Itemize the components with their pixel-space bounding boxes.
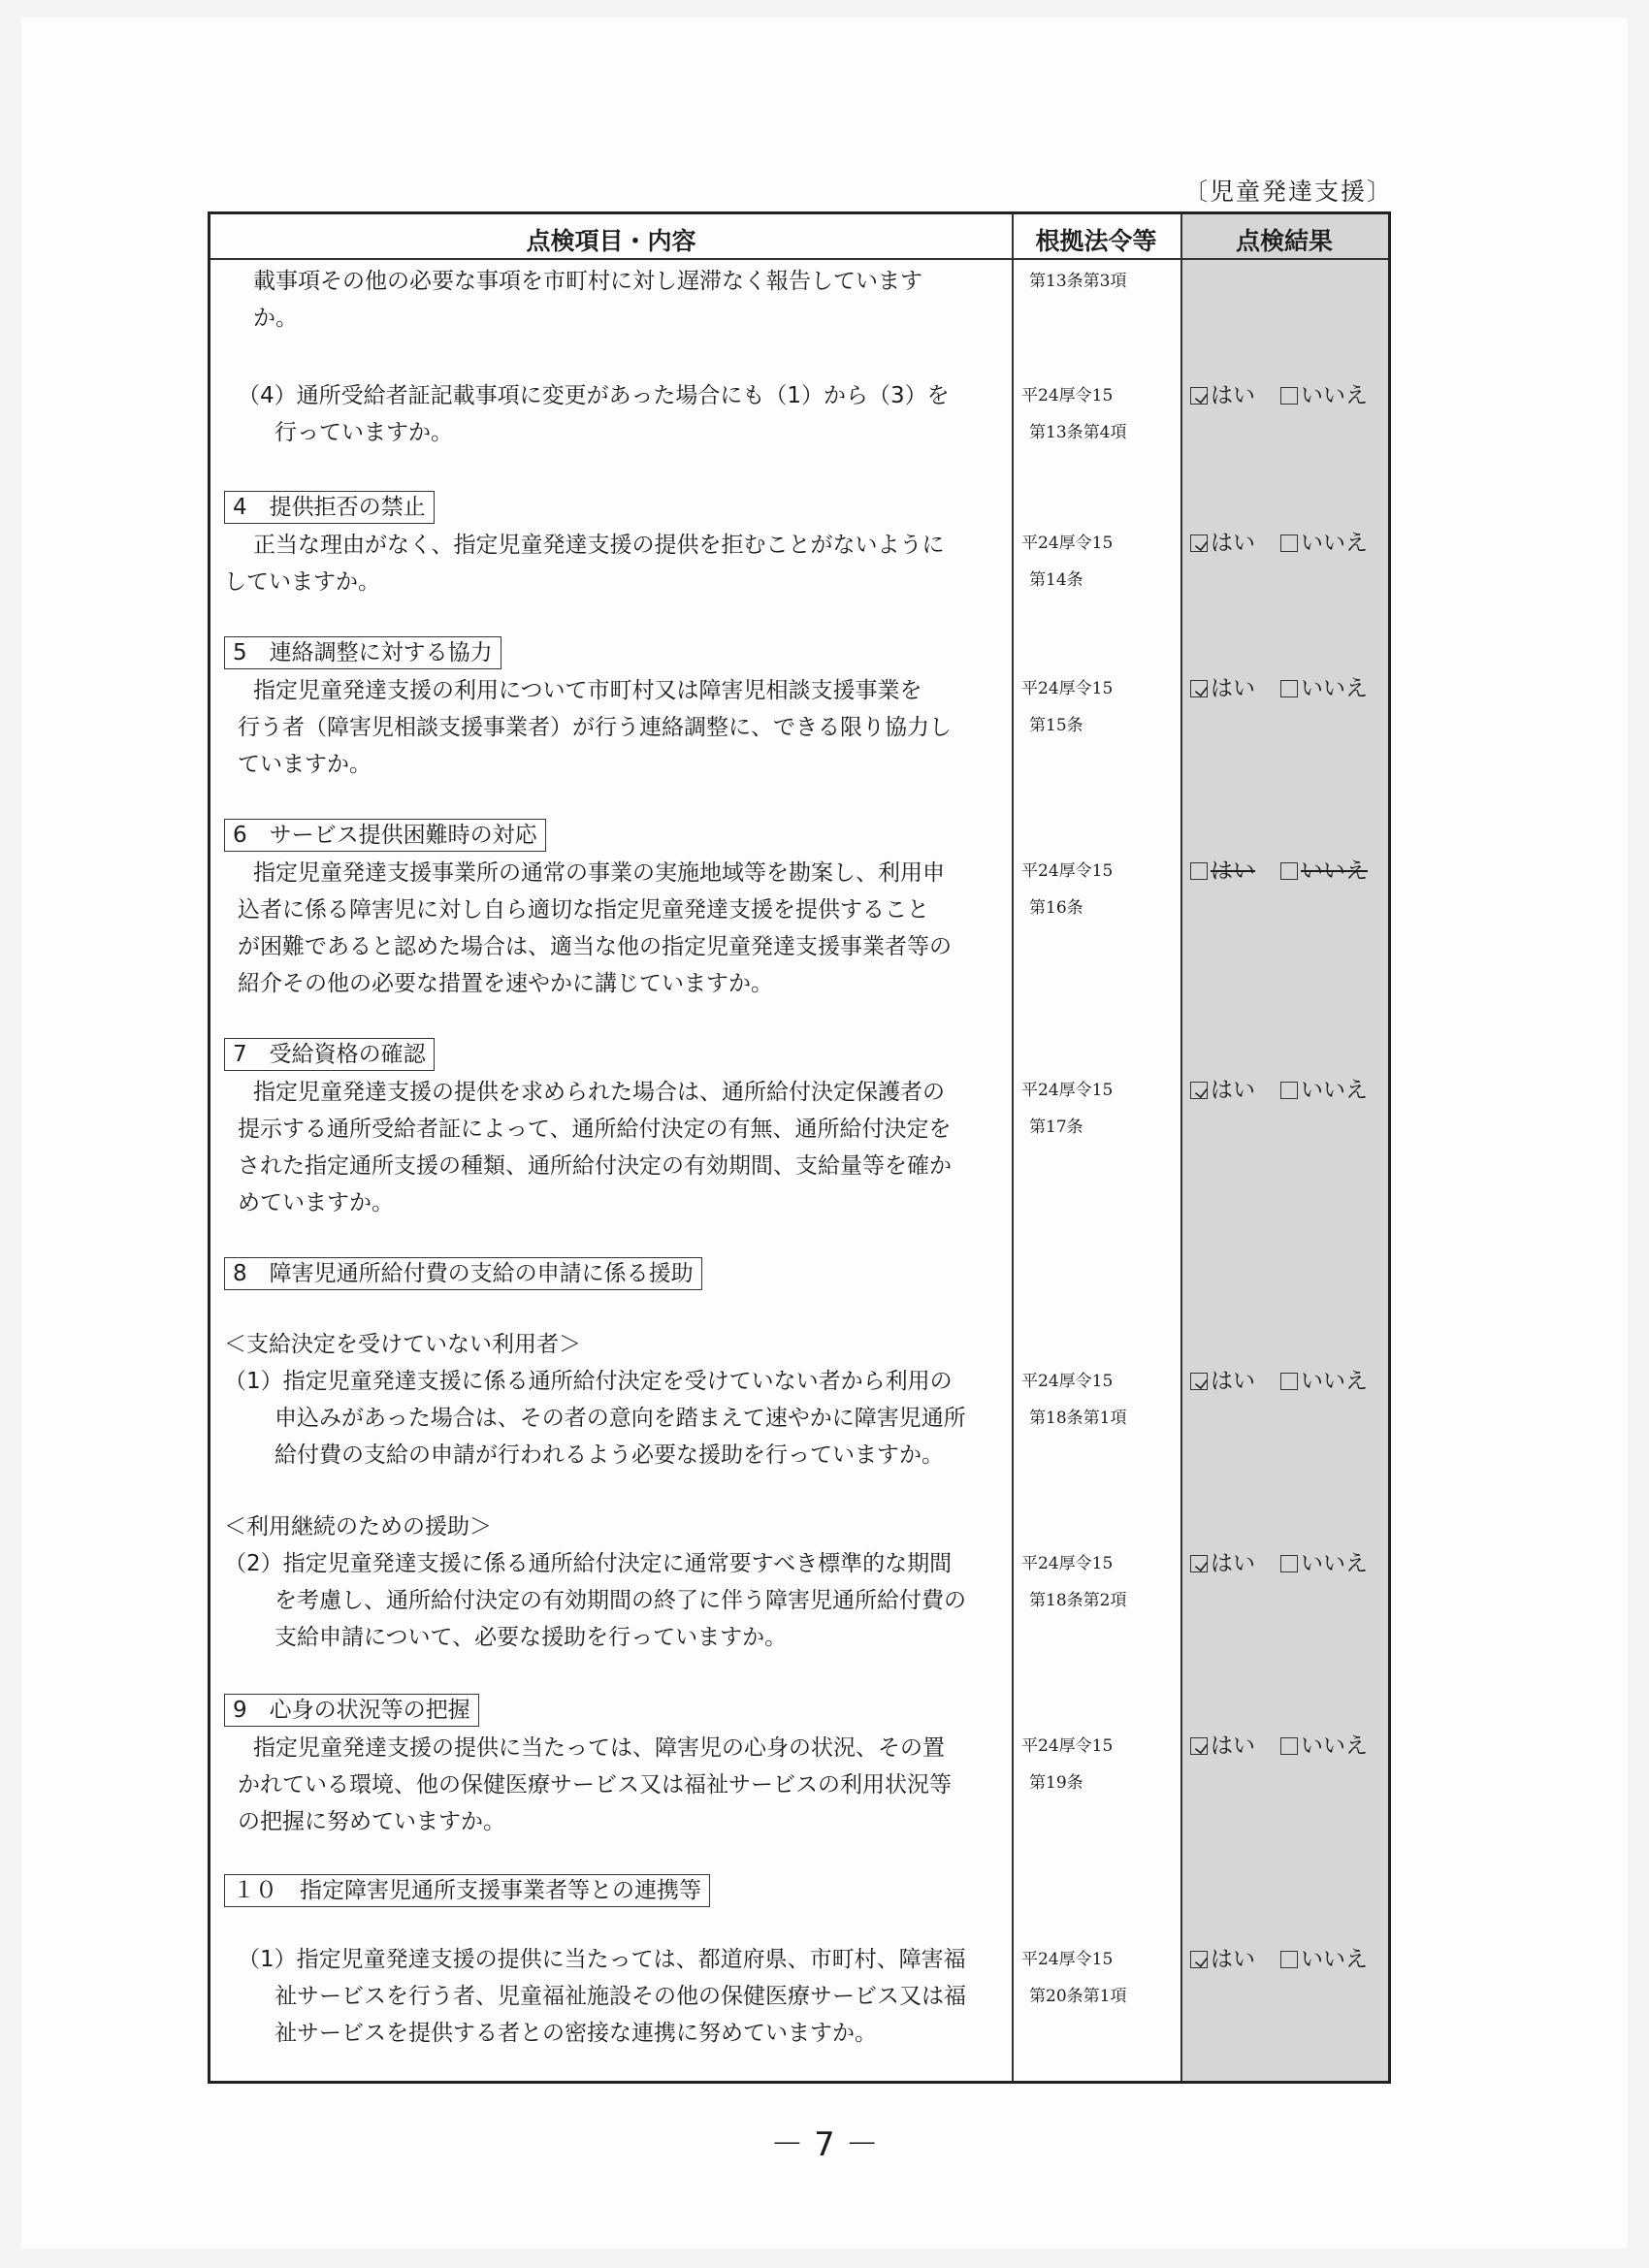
column-divider <box>1012 214 1014 2081</box>
item-line: 指定児童発達支援の提供に当たっては、障害児の心身の状況、その置 <box>253 1735 945 1761</box>
item-line: 祉サービスを行う者、児童福祉施設その他の保健医療サービス又は福 <box>275 1984 966 2009</box>
yes-label: はい <box>1211 1078 1255 1103</box>
item-line: 指定児童発達支援の提供を求められた場合は、通所給付決定保護者の <box>253 1080 945 1105</box>
basis-line: 平24厚令15 <box>1021 1736 1114 1756</box>
section-title: １０ 指定障害児通所支援事業者等との連携等 <box>224 1874 710 1907</box>
item-line: 指定児童発達支援の利用について市町村又は障害児相談支援事業を <box>253 678 922 703</box>
item-line: 込者に係る障害児に対し自ら適切な指定児童発達支援を提供すること <box>238 897 929 923</box>
item-line: （1）指定児童発達支援に係る通所給付決定を受けていない者から利用の <box>224 1369 953 1394</box>
item-content <box>224 1941 1000 2052</box>
no-checkbox[interactable] <box>1280 387 1298 405</box>
item-line: 支給申請について、必要な援助を行っていますか。 <box>275 1625 788 1650</box>
basis-line: 第20条第1項 <box>1029 1987 1127 2006</box>
section-title: 9 心身の状況等の把握 <box>224 1694 479 1727</box>
header-item: 点検項目・内容 <box>526 227 696 255</box>
section-title: 5 連絡調整に対する協力 <box>224 636 501 669</box>
column-divider <box>1180 214 1182 2081</box>
legal-basis <box>1021 1072 1177 1146</box>
basis-line: 平24厚令15 <box>1021 386 1114 405</box>
item-content <box>224 1871 1000 1910</box>
item-line: 申込みがあった場合は、その者の意向を踏まえて速やかに障害児通所 <box>275 1406 966 1431</box>
no-checkbox[interactable] <box>1280 1951 1298 1968</box>
checklist-table <box>208 211 1391 2084</box>
section-title: 7 受給資格の確認 <box>224 1038 435 1071</box>
basis-line: 第13条第3項 <box>1029 272 1127 291</box>
legal-basis <box>1021 525 1177 599</box>
item-content <box>224 1508 1000 1656</box>
no-checkbox[interactable] <box>1280 1555 1298 1572</box>
item-content <box>224 263 1000 337</box>
section-title: 4 提供拒否の禁止 <box>224 491 435 524</box>
yes-checkbox[interactable] <box>1190 387 1208 405</box>
legal-basis <box>1021 1941 1177 2015</box>
no-checkbox[interactable] <box>1280 1082 1298 1099</box>
basis-line: 平24厚令15 <box>1021 861 1114 881</box>
item-line: 紹介その他の必要な措置を速やかに講じていますか。 <box>238 971 773 996</box>
no-checkbox[interactable] <box>1280 1737 1298 1755</box>
item-line: 祉サービスを提供する者との密接な連携に努めていますか。 <box>275 2021 877 2046</box>
item-line: 正当な理由がなく、指定児童発達支援の提供を拒むことがないように <box>253 533 945 558</box>
item-line: か。 <box>253 306 298 331</box>
legal-basis <box>1021 263 1177 300</box>
item-content <box>224 1691 1000 1840</box>
section-title: 8 障害児通所給付費の支給の申請に係る援助 <box>224 1257 702 1290</box>
legal-basis <box>1021 377 1177 451</box>
no-label: いいえ <box>1301 676 1368 701</box>
yes-checkbox[interactable] <box>1190 1737 1208 1755</box>
result-column-shade <box>1180 214 1388 2081</box>
item-line: めていますか。 <box>238 1190 394 1215</box>
item-line: かれている環境、他の保健医療サービス又は福祉サービスの利用状況等 <box>238 1772 952 1798</box>
item-content <box>224 377 1000 451</box>
yes-checkbox[interactable] <box>1190 1373 1208 1390</box>
basis-line: 第16条 <box>1029 898 1083 918</box>
no-label: いいえ <box>1301 531 1368 556</box>
basis-line: 平24厚令15 <box>1021 534 1114 553</box>
result-choice <box>1190 670 1384 707</box>
basis-line: 第18条第2項 <box>1029 1591 1127 1610</box>
yes-label: はい <box>1211 1551 1255 1576</box>
no-checkbox[interactable] <box>1280 1373 1298 1390</box>
no-label: いいえ <box>1301 383 1368 408</box>
basis-line: 平24厚令15 <box>1021 1372 1114 1391</box>
legal-basis <box>1021 853 1177 926</box>
basis-line: 第18条第1項 <box>1029 1409 1127 1428</box>
result-choice <box>1190 377 1384 414</box>
basis-line: 平24厚令15 <box>1021 1081 1114 1100</box>
no-label: いいえ <box>1301 1078 1368 1103</box>
legal-basis <box>1021 1728 1177 1801</box>
yes-checkbox[interactable] <box>1190 680 1208 697</box>
item-content <box>224 816 1000 1002</box>
result-choice <box>1190 1941 1384 1978</box>
header-basis: 根拠法令等 <box>1035 227 1157 255</box>
basis-line: 第13条第4項 <box>1029 423 1127 442</box>
result-choice <box>1190 1728 1384 1765</box>
item-line: していますか。 <box>224 569 380 595</box>
item-line: ＜支給決定を受けていない利用者＞ <box>224 1332 581 1357</box>
legal-basis <box>1021 670 1177 744</box>
item-line: 提示する通所受給者証によって、通所給付決定の有無、通所給付決定を <box>238 1117 952 1142</box>
page-number: － 7 － <box>770 2125 879 2164</box>
category-label: 〔児童発達支援〕 <box>1183 178 1394 206</box>
legal-basis <box>1021 1545 1177 1619</box>
basis-line: 第14条 <box>1029 570 1083 590</box>
item-line: を考慮し、通所給付決定の有効期間の終了に伴う障害児通所給付費の <box>275 1588 966 1613</box>
no-label: いいえ <box>1301 1551 1368 1576</box>
yes-label: はい <box>1211 531 1255 556</box>
result-choice <box>1190 1072 1384 1109</box>
result-choice-struck <box>1190 853 1384 890</box>
yes-checkbox[interactable] <box>1190 1951 1208 1968</box>
item-content <box>224 1326 1000 1474</box>
yes-checkbox[interactable] <box>1190 535 1208 552</box>
item-line: 給付費の支給の申請が行われるよう必要な援助を行っていますか。 <box>275 1442 944 1468</box>
legal-basis <box>1021 1363 1177 1437</box>
item-line: された指定通所支援の種類、通所給付決定の有効期間、支給量等を確か <box>238 1153 952 1179</box>
result-choice <box>1190 1545 1384 1582</box>
item-line: 行う者（障害児相談支援事業者）が行う連絡調整に、できる限り協力し <box>238 715 952 740</box>
item-line: ＜利用継続のための援助＞ <box>224 1514 492 1539</box>
item-content <box>224 1035 1000 1221</box>
yes-label: はい <box>1211 1369 1255 1394</box>
result-choice <box>1190 525 1384 562</box>
yes-label: はい <box>1211 383 1255 408</box>
no-checkbox[interactable] <box>1280 862 1298 880</box>
header-result: 点検結果 <box>1235 227 1333 255</box>
no-label: いいえ <box>1301 859 1368 884</box>
yes-label: はい <box>1211 859 1255 884</box>
basis-line: 第15条 <box>1029 716 1083 735</box>
item-line: （4）通所受給者証記載事項に変更があった場合にも（1）から（3）を <box>238 383 950 408</box>
item-line: 行っていますか。 <box>275 420 453 445</box>
item-line: （1）指定児童発達支援の提供に当たっては、都道府県、市町村、障害福 <box>238 1947 966 1972</box>
basis-line: 第17条 <box>1029 1118 1083 1137</box>
no-label: いいえ <box>1301 1733 1368 1759</box>
section-title: 6 サービス提供困難時の対応 <box>224 819 546 852</box>
item-content <box>224 633 1000 783</box>
no-label: いいえ <box>1301 1369 1368 1394</box>
basis-line: 第19条 <box>1029 1773 1083 1793</box>
item-content <box>224 1254 1000 1293</box>
result-choice <box>1190 1363 1384 1400</box>
no-checkbox[interactable] <box>1280 535 1298 552</box>
no-checkbox[interactable] <box>1280 680 1298 697</box>
item-line: 載事項その他の必要な事項を市町村に対し遅滞なく報告しています <box>253 269 922 294</box>
item-line: の把握に努めていますか。 <box>238 1809 505 1834</box>
yes-label: はい <box>1211 676 1255 701</box>
yes-checkbox[interactable] <box>1190 1082 1208 1099</box>
no-label: いいえ <box>1301 1947 1368 1972</box>
yes-checkbox[interactable] <box>1190 1555 1208 1572</box>
item-line: （2）指定児童発達支援に係る通所給付決定に通常要すべき標準的な期間 <box>224 1551 953 1576</box>
item-line: 指定児童発達支援事業所の通常の事業の実施地域等を勘案し、利用申 <box>253 860 945 886</box>
yes-label: はい <box>1211 1733 1255 1759</box>
yes-checkbox[interactable] <box>1190 862 1208 880</box>
item-content <box>224 488 1000 600</box>
item-line: ていますか。 <box>238 752 372 777</box>
basis-line: 平24厚令15 <box>1021 1950 1114 1969</box>
item-line: が困難であると認めた場合は、適当な他の指定児童発達支援事業者等の <box>238 934 952 959</box>
basis-line: 平24厚令15 <box>1021 679 1114 698</box>
basis-line: 平24厚令15 <box>1021 1554 1114 1573</box>
table-header <box>210 214 1388 260</box>
yes-label: はい <box>1211 1947 1255 1972</box>
